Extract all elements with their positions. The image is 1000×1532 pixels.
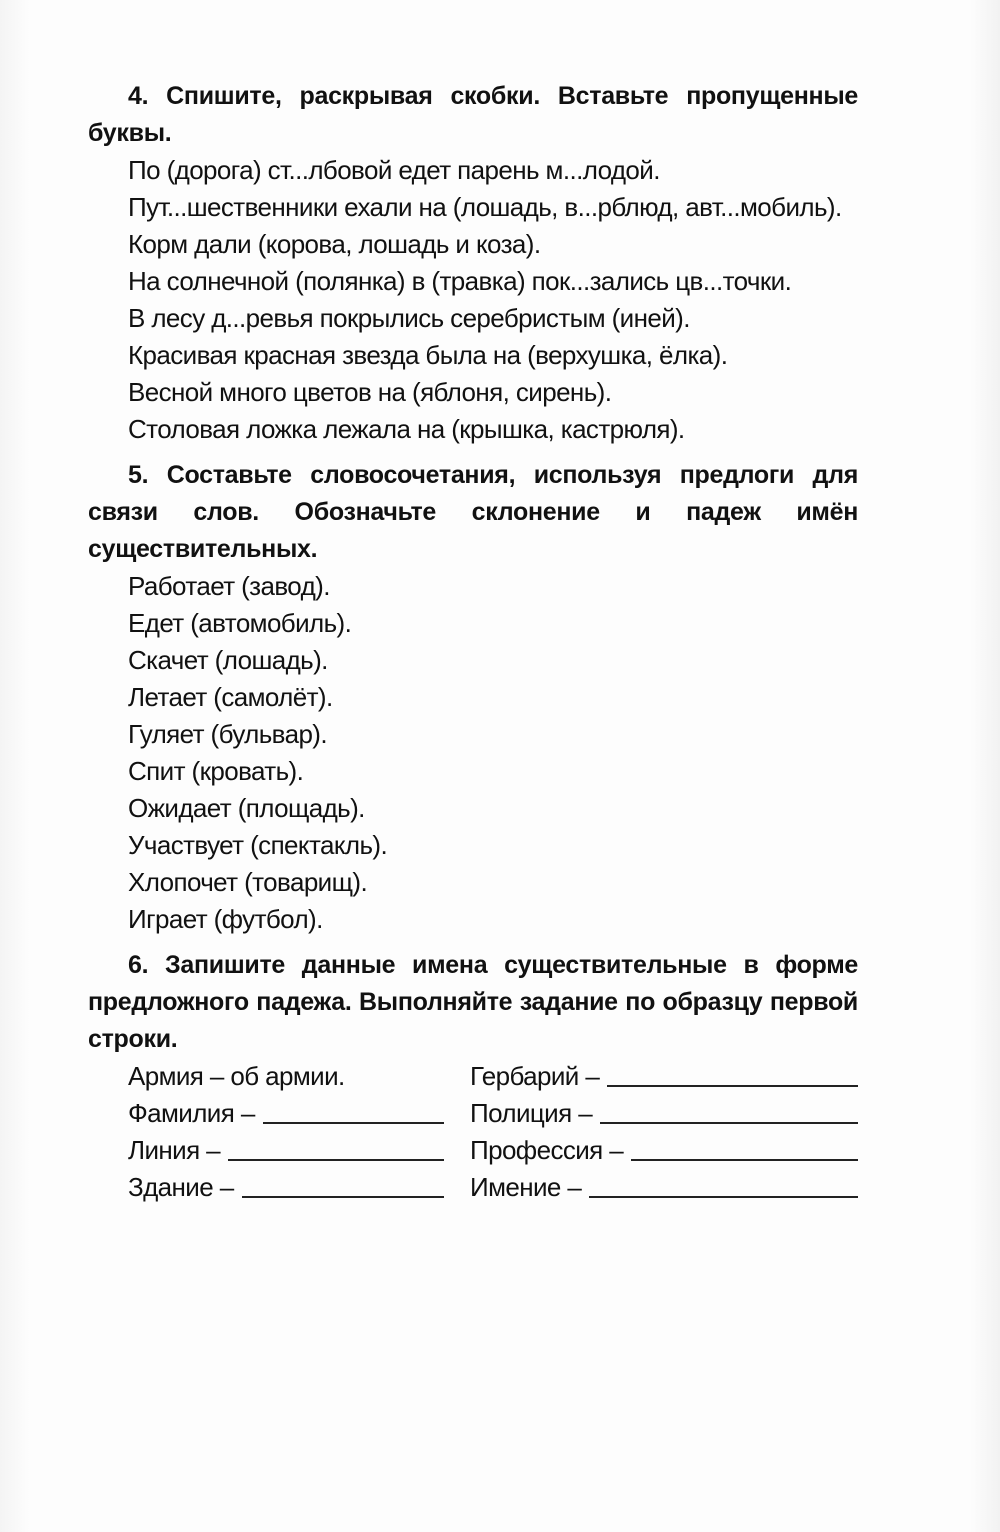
word-label: Профессия – [470, 1135, 624, 1165]
exercise-line: Летает (самолёт). [128, 682, 333, 712]
answer-blank[interactable] [589, 1196, 858, 1198]
exercise-line: Пут...шественники ехали на (лошадь, в...рблюд, авт...мобиль). [128, 192, 842, 222]
exercise-line: Едет (автомобиль). [128, 608, 352, 638]
task-6 [88, 947, 858, 1206]
exercise-line: Участвует (спектакль). [128, 830, 388, 860]
answer-blank[interactable] [228, 1159, 444, 1161]
example-cell [128, 1058, 444, 1095]
example-text: Армия – об армии. [128, 1061, 345, 1091]
word-label: Полиция – [470, 1098, 593, 1128]
task-6-heading: 6. Запишите данные имена существительные в форме предложного падежа. Выполняйте задание по образцу первой строки. [88, 951, 858, 1053]
answer-cell [470, 1132, 858, 1169]
exercise-line: Играет (футбол). [128, 904, 323, 934]
task-5 [88, 457, 858, 938]
exercise-line: В лесу д...ревья покрылись серебристым (иней). [128, 303, 690, 333]
word-label: Имение – [470, 1172, 582, 1202]
task-4-heading: 4. Спишите, раскрывая скобки. Вставьте пропущенные буквы. [88, 82, 858, 147]
exercise-line: На солнечной (полянка) в (травка) пок...зались цв...точки. [128, 266, 792, 296]
page-content [88, 78, 858, 1215]
word-label: Фамилия – [128, 1098, 255, 1128]
answer-grid [88, 1058, 858, 1206]
answer-cell [128, 1169, 444, 1206]
exercise-line: Скачет (лошадь). [128, 645, 328, 675]
answer-blank[interactable] [263, 1122, 444, 1124]
word-label: Гербарий – [470, 1061, 600, 1091]
exercise-line: Хлопочет (товарищ). [128, 867, 368, 897]
word-label: Линия – [128, 1135, 221, 1165]
exercise-line: Спит (кровать). [128, 756, 304, 786]
answer-cell [470, 1169, 858, 1206]
exercise-line: Весной много цветов на (яблоня, сирень). [128, 377, 612, 407]
exercise-line: Ожидает (площадь). [128, 793, 365, 823]
answer-blank[interactable] [242, 1196, 444, 1198]
exercise-line: Работает (завод). [128, 571, 330, 601]
answer-cell [128, 1095, 444, 1132]
task-5-heading: 5. Составьте словосочетания, используя предлоги для связи слов. Обозначьте склонение и падеж имён существительных. [88, 461, 858, 563]
answer-cell [128, 1132, 444, 1169]
exercise-line: Корм дали (корова, лошадь и коза). [128, 229, 541, 259]
answer-blank[interactable] [631, 1159, 858, 1161]
exercise-line: Красивая красная звезда была на (верхушка, ёлка). [128, 340, 728, 370]
exercise-line: Гуляет (бульвар). [128, 719, 327, 749]
exercise-line: Столовая ложка лежала на (крышка, кастрюля). [128, 414, 685, 444]
exercise-line: По (дорога) ст...лбовой едет парень м...лодой. [128, 155, 660, 185]
answer-cell [470, 1058, 858, 1095]
word-label: Здание – [128, 1172, 234, 1202]
answer-blank[interactable] [607, 1085, 858, 1087]
answer-cell [470, 1095, 858, 1132]
answer-blank[interactable] [600, 1122, 858, 1124]
task-4 [88, 78, 858, 448]
